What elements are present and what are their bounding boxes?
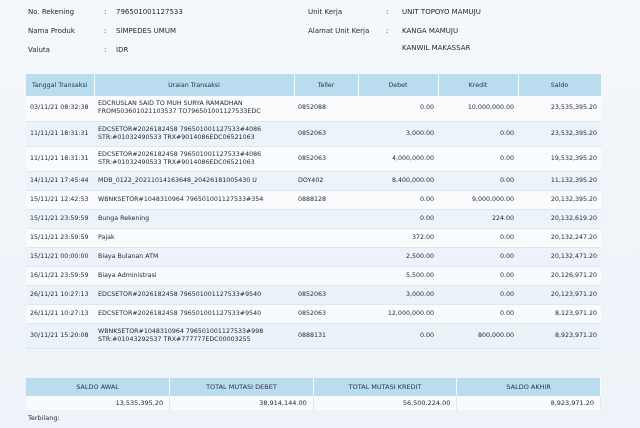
saldo-cell: 11,132,395.20 xyxy=(518,171,601,190)
uraian-line: EDCSETOR#2026182458 796501001127533#4086 xyxy=(98,125,262,133)
uraian-line: MDB_0122_20211014163648_20426181005430 U xyxy=(98,176,257,184)
col-teller: Teller xyxy=(294,74,358,96)
debet-cell: 3,000.00 xyxy=(358,285,438,304)
table-row xyxy=(26,323,601,348)
saldo-cell: 8,123,971.20 xyxy=(518,304,601,323)
total-kredit-header: TOTAL MUTASI KREDIT xyxy=(313,378,457,396)
kredit-cell: 9,000,000.00 xyxy=(438,190,518,209)
saldo-akhir-value: 8,923,971.20 xyxy=(457,396,601,410)
uraian-line: WBNKSETOR#1048310964 796501001127533#998 xyxy=(98,327,264,335)
no-rekening-value: 796501001127533 xyxy=(116,8,183,16)
table-row xyxy=(26,304,601,323)
saldo-cell: 8,923,971.20 xyxy=(518,323,601,348)
colon: : xyxy=(386,8,389,16)
saldo-cell: 23,535,395.20 xyxy=(518,96,601,121)
debet-cell: 12,000,000.00 xyxy=(358,304,438,323)
uraian-line: FROM503601021103537 TO796501001127533EDC xyxy=(98,108,261,116)
debet-cell: 5,500.00 xyxy=(358,266,438,285)
uraian-cell xyxy=(94,304,294,323)
teller-cell: 0852063 xyxy=(294,146,358,171)
kredit-cell: 800,000.00 xyxy=(438,323,518,348)
tanggal-cell: 15/11/21 23:59:59 xyxy=(26,228,94,247)
colon: : xyxy=(104,27,107,35)
colon: : xyxy=(104,46,107,54)
col-saldo: Saldo xyxy=(518,74,601,96)
table-row xyxy=(26,209,601,228)
colon: : xyxy=(386,27,389,35)
kredit-cell: 0.00 xyxy=(438,304,518,323)
uraian-cell xyxy=(94,171,294,190)
table-row xyxy=(26,96,601,121)
tanggal-cell: 16/11/21 23:59:59 xyxy=(26,266,94,285)
kredit-cell: 0.00 xyxy=(438,285,518,304)
tanggal-cell: 15/11/21 00:00:00 xyxy=(26,247,94,266)
debet-cell: 372.00 xyxy=(358,228,438,247)
table-row xyxy=(26,171,601,190)
table-row xyxy=(26,266,601,285)
kredit-cell: 224.00 xyxy=(438,209,518,228)
saldo-cell: 20,132,247.20 xyxy=(518,228,601,247)
tanggal-cell: 11/11/21 18:31:31 xyxy=(26,121,94,146)
uraian-line: STR:#01043292537 TRX#777777EDC00003255 xyxy=(98,335,251,343)
teller-cell: DOY402 xyxy=(294,171,358,190)
saldo-cell: 20,132,395.20 xyxy=(518,190,601,209)
uraian-cell xyxy=(94,247,294,266)
uraian-line: EDCSETOR#2026182458 796501001127533#9540 xyxy=(98,290,262,298)
debet-cell: 0.00 xyxy=(358,96,438,121)
tanggal-cell: 26/11/21 10:27:13 xyxy=(26,304,94,323)
valuta-value: IDR xyxy=(116,46,129,54)
uraian-cell xyxy=(94,96,294,121)
table-row xyxy=(26,285,601,304)
col-tanggal: Tanggal Transaksi xyxy=(26,74,94,96)
tanggal-cell: 15/11/21 12:42:53 xyxy=(26,190,94,209)
saldo-cell: 20,132,471.20 xyxy=(518,247,601,266)
tanggal-cell: 03/11/21 08:32:38 xyxy=(26,96,94,121)
table-row xyxy=(26,190,601,209)
kanwil-value: KANWIL MAKASSAR xyxy=(402,44,471,52)
alamat-label: Alamat Unit Kerja xyxy=(308,27,370,35)
nama-produk-label: Nama Produk xyxy=(28,27,75,35)
teller-cell: 0852088 xyxy=(294,96,358,121)
teller-cell: 0852063 xyxy=(294,304,358,323)
tanggal-cell: 14/11/21 17:45:44 xyxy=(26,171,94,190)
kredit-cell: 0.00 xyxy=(438,266,518,285)
uraian-cell xyxy=(94,323,294,348)
uraian-cell xyxy=(94,121,294,146)
valuta-label: Valuta xyxy=(28,46,50,54)
summary-table xyxy=(26,378,601,410)
total-kredit-value: 56,500,224.00 xyxy=(313,396,457,410)
teller-cell xyxy=(294,209,358,228)
tanggal-cell: 30/11/21 15:20:08 xyxy=(26,323,94,348)
debet-cell: 2,500.00 xyxy=(358,247,438,266)
uraian-line: STR:#01032490533 TRX#9014086EDC06521063 xyxy=(98,158,255,166)
tanggal-cell: 11/11/21 18:31:31 xyxy=(26,146,94,171)
teller-cell xyxy=(294,228,358,247)
teller-cell xyxy=(294,266,358,285)
saldo-akhir-header: SALDO AKHIR xyxy=(457,378,601,396)
col-debet: Debet xyxy=(358,74,438,96)
saldo-cell: 20,123,971.20 xyxy=(518,285,601,304)
unit-kerja-label: Unit Kerja xyxy=(308,8,343,16)
uraian-line: STR:#01032490533 TRX#9014086EDC06521063 xyxy=(98,133,255,141)
uraian-line: WBNKSETOR#1048310964 796501001127533#354 xyxy=(98,195,264,203)
teller-cell xyxy=(294,247,358,266)
debet-cell: 0.00 xyxy=(358,323,438,348)
debet-cell: 8,400,000.00 xyxy=(358,171,438,190)
uraian-line: EDCRUSLAN SAID TO MUH SURYA RAMADHAN xyxy=(98,100,243,108)
uraian-line: Biaya Bulanan ATM xyxy=(98,252,159,260)
unit-kerja-value: UNIT TOPOYO MAMUJU xyxy=(402,8,481,16)
saldo-awal-header: SALDO AWAL xyxy=(26,378,170,396)
kredit-cell: 0.00 xyxy=(438,121,518,146)
kredit-cell: 0.00 xyxy=(438,171,518,190)
uraian-cell xyxy=(94,266,294,285)
uraian-cell xyxy=(94,228,294,247)
kredit-cell: 0.00 xyxy=(438,247,518,266)
tanggal-cell: 26/11/21 10:27:13 xyxy=(26,285,94,304)
table-row xyxy=(26,146,601,171)
saldo-cell: 20,132,619.20 xyxy=(518,209,601,228)
saldo-cell: 23,532,395.20 xyxy=(518,121,601,146)
debet-cell: 4,000,000.00 xyxy=(358,146,438,171)
debet-cell: 0.00 xyxy=(358,209,438,228)
uraian-line: EDCSETOR#2026182458 796501001127533#4086 xyxy=(98,150,262,158)
saldo-awal-value: 13,535,395.20 xyxy=(26,396,170,410)
uraian-cell xyxy=(94,146,294,171)
kredit-cell: 0.00 xyxy=(438,228,518,247)
table-row xyxy=(26,121,601,146)
summary-header-row xyxy=(26,378,601,396)
uraian-line: Biaya Administrasi xyxy=(98,271,157,279)
alamat-value: KANGA MAMUJU xyxy=(402,27,459,35)
nama-produk-value: SIMPEDES UMUM xyxy=(116,27,176,35)
teller-cell: 0852063 xyxy=(294,285,358,304)
transaction-table xyxy=(26,74,602,349)
col-kredit: Kredit xyxy=(438,74,518,96)
no-rekening-label: No. Rekening xyxy=(28,8,75,16)
uraian-line: EDCSETOR#2026182458 796501001127533#9540 xyxy=(98,309,262,317)
uraian-line: Bunga Rekening xyxy=(98,214,150,222)
terbilang-label: Terbilang: xyxy=(28,414,60,422)
teller-cell: 0888131 xyxy=(294,323,358,348)
teller-cell: 0888128 xyxy=(294,190,358,209)
table-row xyxy=(26,228,601,247)
uraian-cell xyxy=(94,209,294,228)
kredit-cell: 0.00 xyxy=(438,146,518,171)
uraian-cell xyxy=(94,285,294,304)
summary-values-row xyxy=(26,396,601,410)
colon: : xyxy=(104,8,107,16)
uraian-line: Pajak xyxy=(98,233,115,241)
saldo-cell: 20,126,971.20 xyxy=(518,266,601,285)
teller-cell: 0852063 xyxy=(294,121,358,146)
uraian-cell xyxy=(94,190,294,209)
debet-cell: 0.00 xyxy=(358,190,438,209)
tanggal-cell: 15/11/21 23:59:59 xyxy=(26,209,94,228)
col-uraian: Uraian Transaksi xyxy=(94,74,294,96)
kredit-cell: 10,000,000.00 xyxy=(438,96,518,121)
saldo-cell: 19,532,395.20 xyxy=(518,146,601,171)
debet-cell: 3,000.00 xyxy=(358,121,438,146)
table-row xyxy=(26,247,601,266)
table-header-row xyxy=(26,74,601,96)
total-debet-header: TOTAL MUTASI DEBET xyxy=(170,378,314,396)
total-debet-value: 38,914,144.00 xyxy=(170,396,314,410)
